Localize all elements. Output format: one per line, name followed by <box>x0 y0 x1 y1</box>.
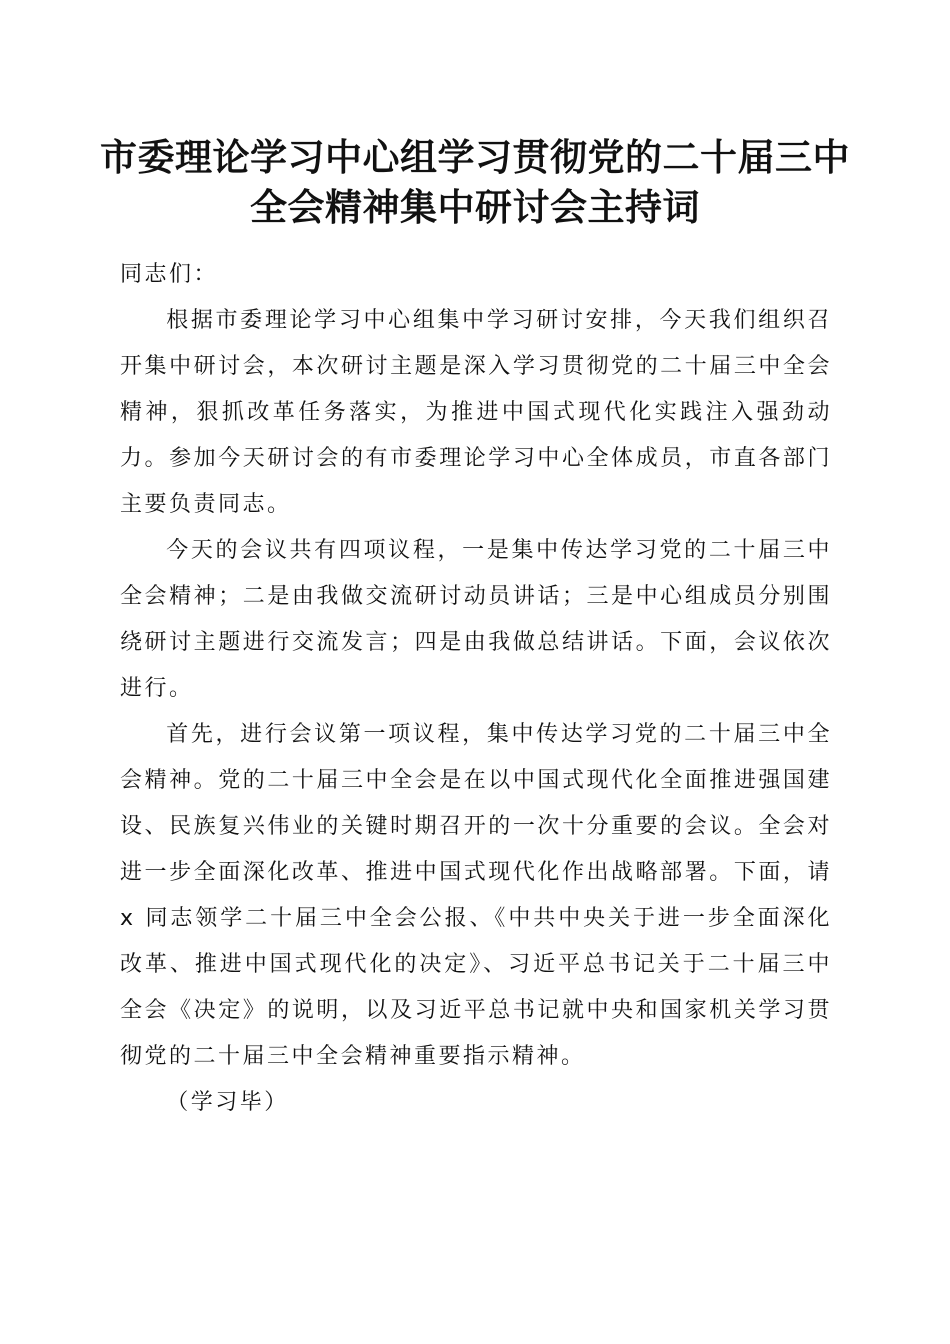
stage-note: （学习毕） <box>166 1090 289 1115</box>
paragraph-1: 根据市委理论学习中心组集中学习研讨安排，今天我们组织召开集中研讨会，本次研讨主题是深入学习贯彻党的二十届三中全会精神，狠抓改革任务落实，为推进中国式现代化实践注入强劲动力。参加今天研讨会的有市委理论学习中心全体成员，市直各部门主要负责同志。 <box>120 308 832 517</box>
title-line-2: 全会精神集中研讨会主持词 <box>250 185 700 229</box>
paragraph-2: 今天的会议共有四项议程，一是集中传达学习党的二十届三中全会精神；二是由我做交流研讨动员讲话；三是中心组成员分别围绕研讨主题进行交流发言；四是由我做总结讲话。下面，会议依次进行。 <box>120 538 832 701</box>
document-title <box>100 132 850 232</box>
paragraph-3: 首先，进行会议第一项议程，集中传达学习党的二十届三中全会精神。党的二十届三中全会是在以中国式现代化全面推进强国建设、民族复兴伟业的关键时期召开的一次十分重要的会议。全会对进一步全面深化改革、推进中国式现代化作出战略部署。下面，请 x 同志领学二十届三中全会公报、《中共中央关于进一步全面深化改革、推进中国式现代化的决定》、习近平总书记关于二十届三中全会《决定》的说明，以及习近平总书记就中央和国家机关学习贯彻党的二十届三中全会精神重要指示精神。 <box>120 722 832 1069</box>
title-line-1: 市委理论学习中心组学习贯彻党的二十届三中 <box>100 135 850 179</box>
document-body <box>120 252 832 1126</box>
salutation: 同志们： <box>120 262 219 287</box>
